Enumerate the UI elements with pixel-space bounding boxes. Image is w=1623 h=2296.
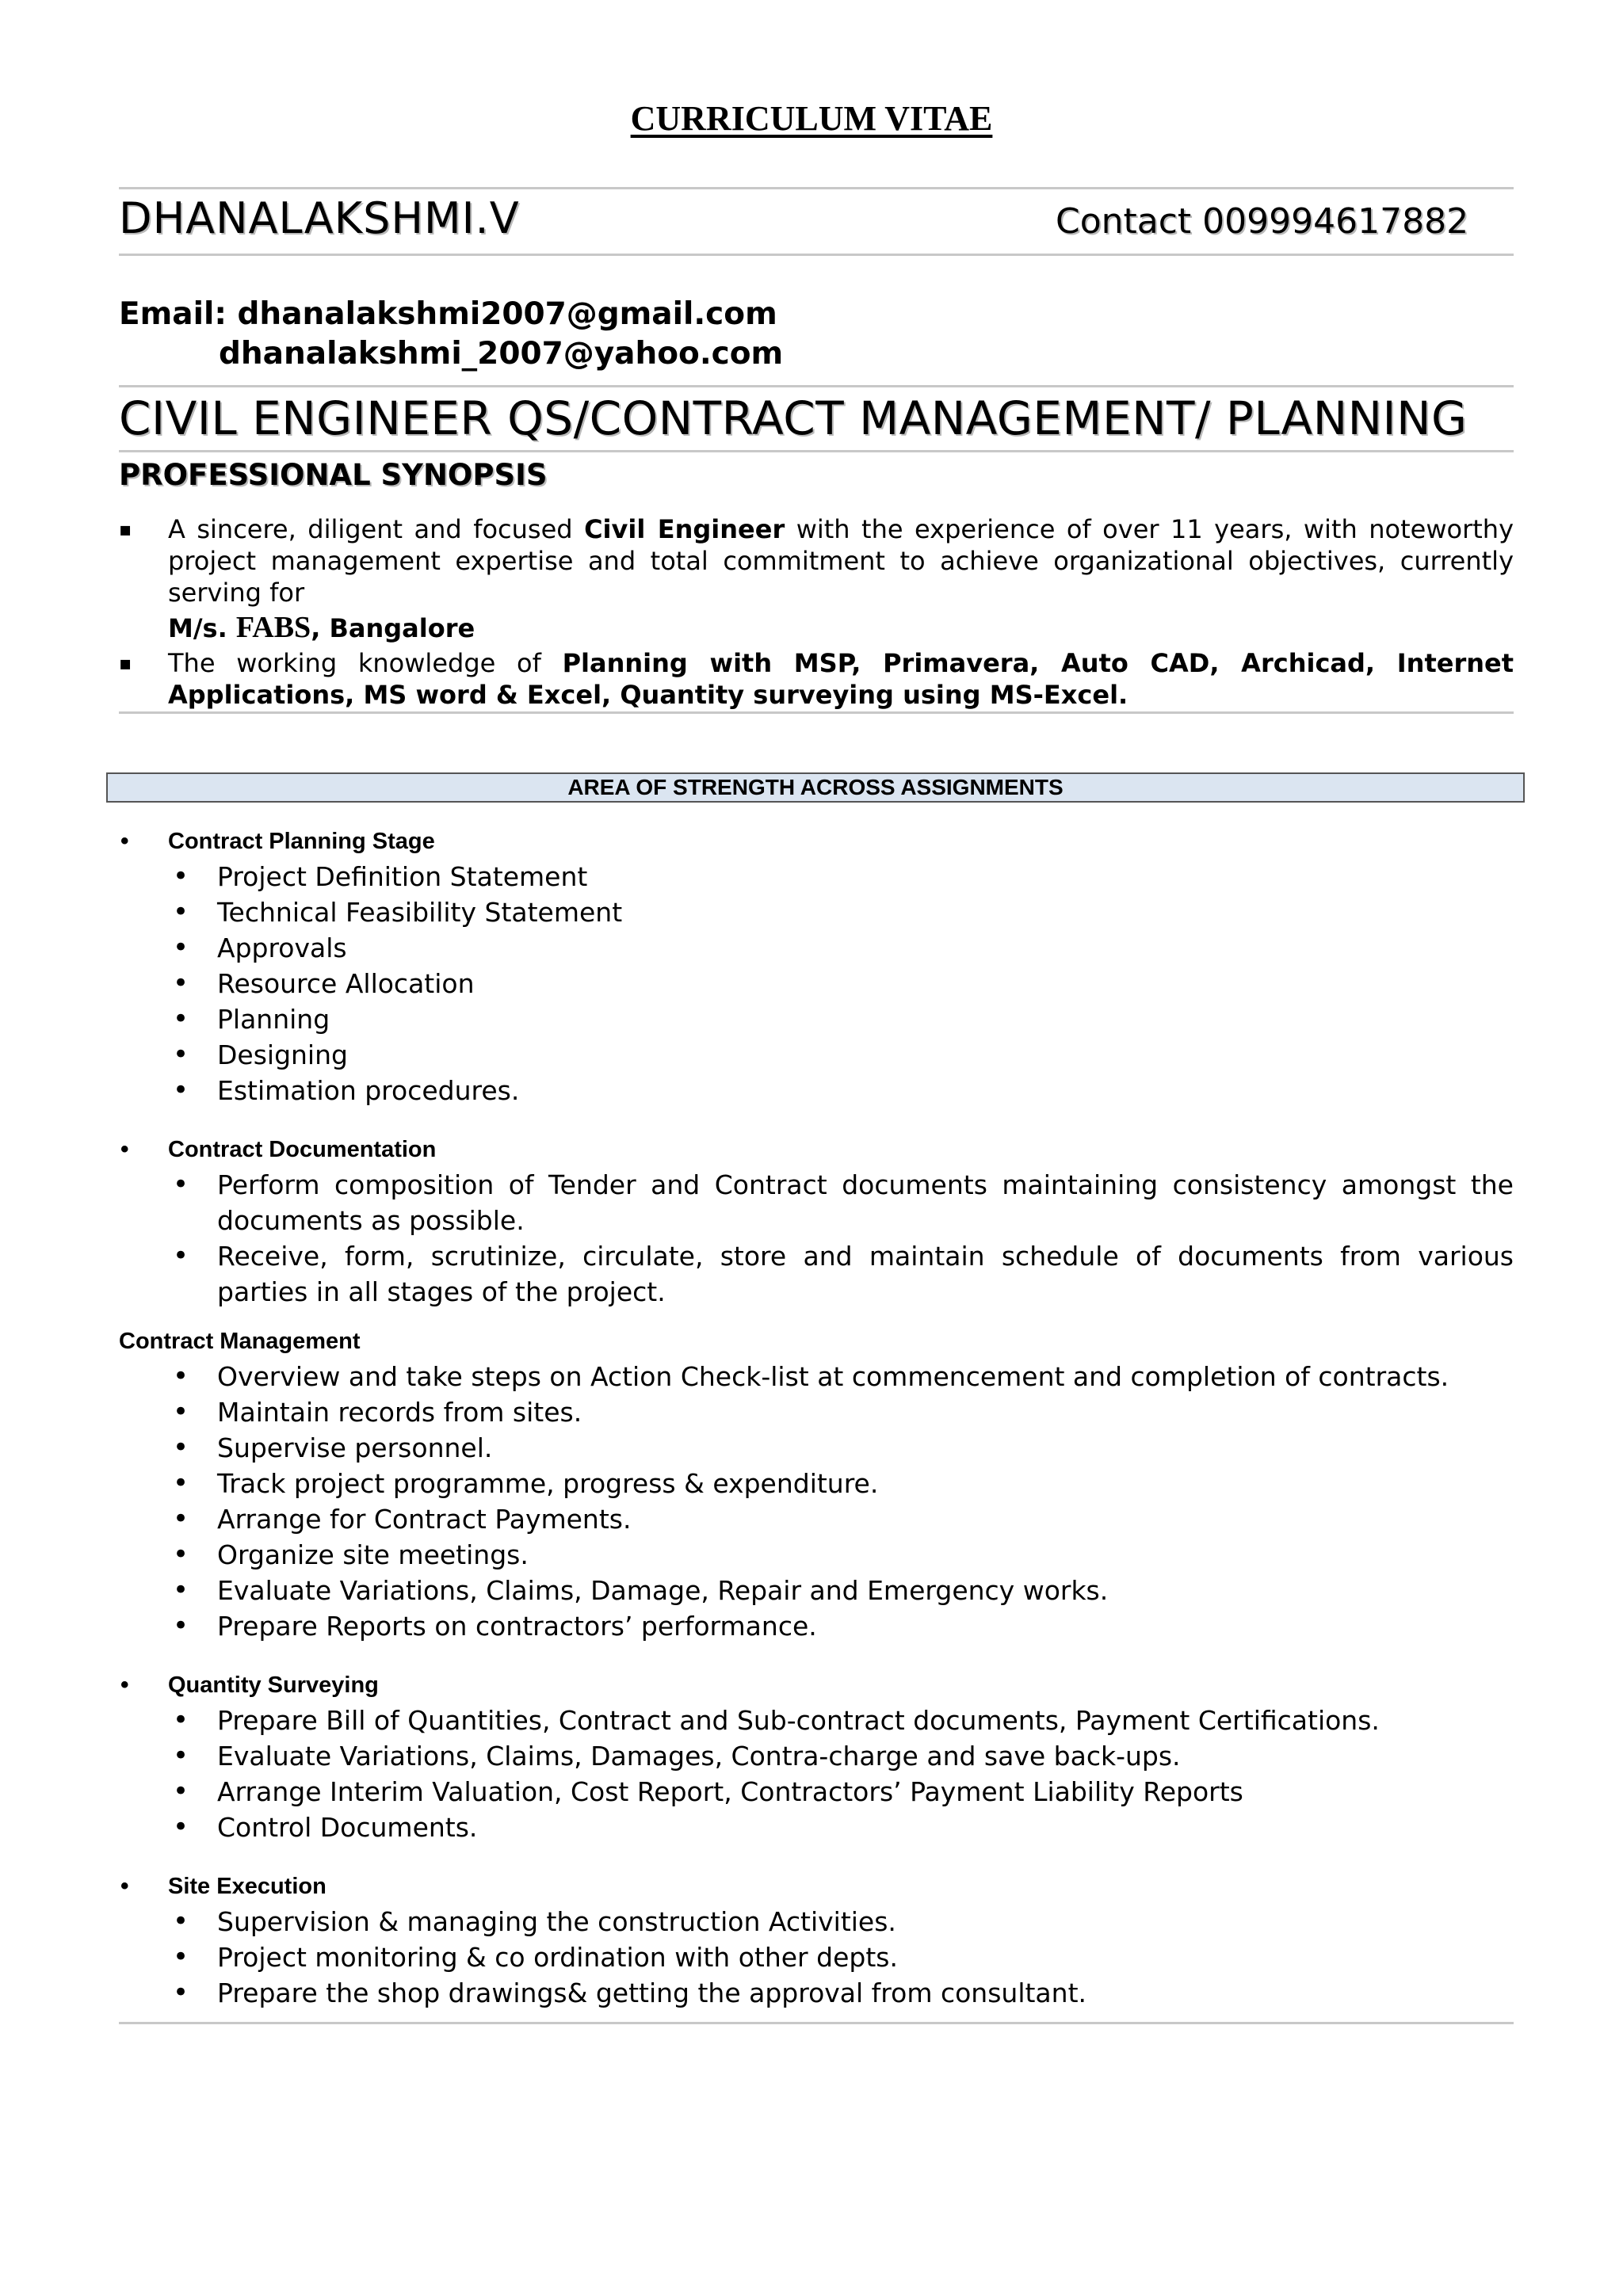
list-item: • Evaluate Variations, Claims, Damages, Contra-charge and save back-ups. bbox=[119, 1738, 1514, 1774]
list-item: • Planning bbox=[119, 1001, 1514, 1037]
item-list bbox=[119, 1904, 1514, 2011]
section-contract-documentation bbox=[119, 1132, 1514, 1310]
divider bbox=[119, 711, 1514, 714]
email-block bbox=[119, 295, 783, 374]
list-item: • Arrange Interim Valuation, Cost Report, Contractors’ Payment Liability Reports bbox=[119, 1774, 1514, 1810]
list-item: • Designing bbox=[119, 1037, 1514, 1073]
item-list bbox=[119, 859, 1514, 1108]
list-item: • Supervision & managing the construction Activities. bbox=[119, 1904, 1514, 1939]
divider bbox=[119, 450, 1514, 452]
section-site-execution bbox=[119, 1869, 1514, 2011]
email-primary: dhanalakshmi2007@gmail.com bbox=[237, 296, 777, 332]
list-item: • Estimation procedures. bbox=[119, 1073, 1514, 1108]
list-item: • Organize site meetings. bbox=[119, 1537, 1514, 1573]
section-title: • Site Execution bbox=[119, 1869, 1514, 1904]
divider bbox=[119, 254, 1514, 256]
list-item: • Control Documents. bbox=[119, 1810, 1514, 1845]
candidate-name: DHANALAKSHMI.V bbox=[119, 193, 520, 243]
section-title: Contract Management bbox=[119, 1329, 361, 1354]
current-employer: M/s. FABS, Bangalore bbox=[168, 611, 475, 644]
list-item: • Project Definition Statement bbox=[119, 859, 1514, 894]
document-title: CURRICULUM VITAE bbox=[630, 99, 993, 138]
list-item: • Prepare the shop drawings& getting the approval from consultant. bbox=[119, 1975, 1514, 2011]
list-item: • Prepare Reports on contractors’ performance. bbox=[119, 1608, 1514, 1644]
list-item: • Prepare Bill of Quantities, Contract and Sub-contract documents, Payment Certifications. bbox=[119, 1703, 1514, 1738]
list-item: • Perform composition of Tender and Contract documents maintaining consistency amongst the documents as possible. bbox=[119, 1167, 1514, 1238]
section-quantity-surveying bbox=[119, 1668, 1514, 1845]
strength-sections bbox=[119, 824, 1514, 2011]
list-item: • Approvals bbox=[119, 930, 1514, 966]
divider bbox=[119, 2022, 1514, 2024]
section-title: • Contract Documentation bbox=[119, 1132, 1514, 1167]
list-item: • Project monitoring & co ordination with other depts. bbox=[119, 1939, 1514, 1975]
strength-heading: AREA OF STRENGTH ACROSS ASSIGNMENTS bbox=[106, 772, 1525, 803]
list-item: • Evaluate Variations, Claims, Damage, Repair and Emergency works. bbox=[119, 1573, 1514, 1608]
divider bbox=[119, 187, 1514, 189]
list-item: • Overview and take steps on Action Check-list at commencement and completion of contracts. bbox=[119, 1359, 1514, 1394]
section-contract-planning bbox=[119, 824, 1514, 1108]
list-item: • Technical Feasibility Statement bbox=[119, 894, 1514, 930]
item-list bbox=[119, 1167, 1514, 1310]
section-title: • Contract Planning Stage bbox=[119, 824, 1514, 859]
square-bullet-icon: ▪ bbox=[119, 518, 132, 540]
professional-headline: CIVIL ENGINEER QS/CONTRACT MANAGEMENT/ PLANNING bbox=[119, 391, 1468, 445]
list-item: • Arrange for Contract Payments. bbox=[119, 1501, 1514, 1537]
list-item: • Resource Allocation bbox=[119, 966, 1514, 1001]
list-item: • Supervise personnel. bbox=[119, 1430, 1514, 1466]
email-secondary: dhanalakshmi_2007@yahoo.com bbox=[219, 336, 784, 372]
synopsis-item: ▪ A sincere, diligent and focused Civil Engineer with the experience of over 11 years, with noteworthy project management expertise and total commitment to achieve organizational objectives, currently serving for bbox=[119, 514, 1514, 608]
list-item: • Receive, form, scrutinize, circulate, store and maintain schedule of documents from various parties in all stages of the project. bbox=[119, 1238, 1514, 1310]
list-item: • Maintain records from sites. bbox=[119, 1394, 1514, 1430]
section-contract-management bbox=[119, 1324, 1514, 1644]
synopsis-heading: PROFESSIONAL SYNOPSIS bbox=[119, 458, 548, 492]
square-bullet-icon: ▪ bbox=[119, 652, 132, 674]
list-item: • Track project programme, progress & expenditure. bbox=[119, 1466, 1514, 1501]
synopsis-section bbox=[119, 513, 1514, 711]
section-title: • Quantity Surveying bbox=[119, 1668, 1514, 1703]
synopsis-item: ▪ The working knowledge of Planning with MSP, Primavera, Auto CAD, Archicad, Internet Applications, MS word & Excel, Quantity surveying using MS-Excel. bbox=[119, 648, 1514, 710]
divider bbox=[119, 385, 1514, 387]
contact-number: Contact 009994617882 bbox=[1056, 201, 1469, 242]
item-list bbox=[119, 1359, 1514, 1644]
item-list bbox=[119, 1703, 1514, 1845]
email-label: Email: bbox=[119, 296, 227, 332]
